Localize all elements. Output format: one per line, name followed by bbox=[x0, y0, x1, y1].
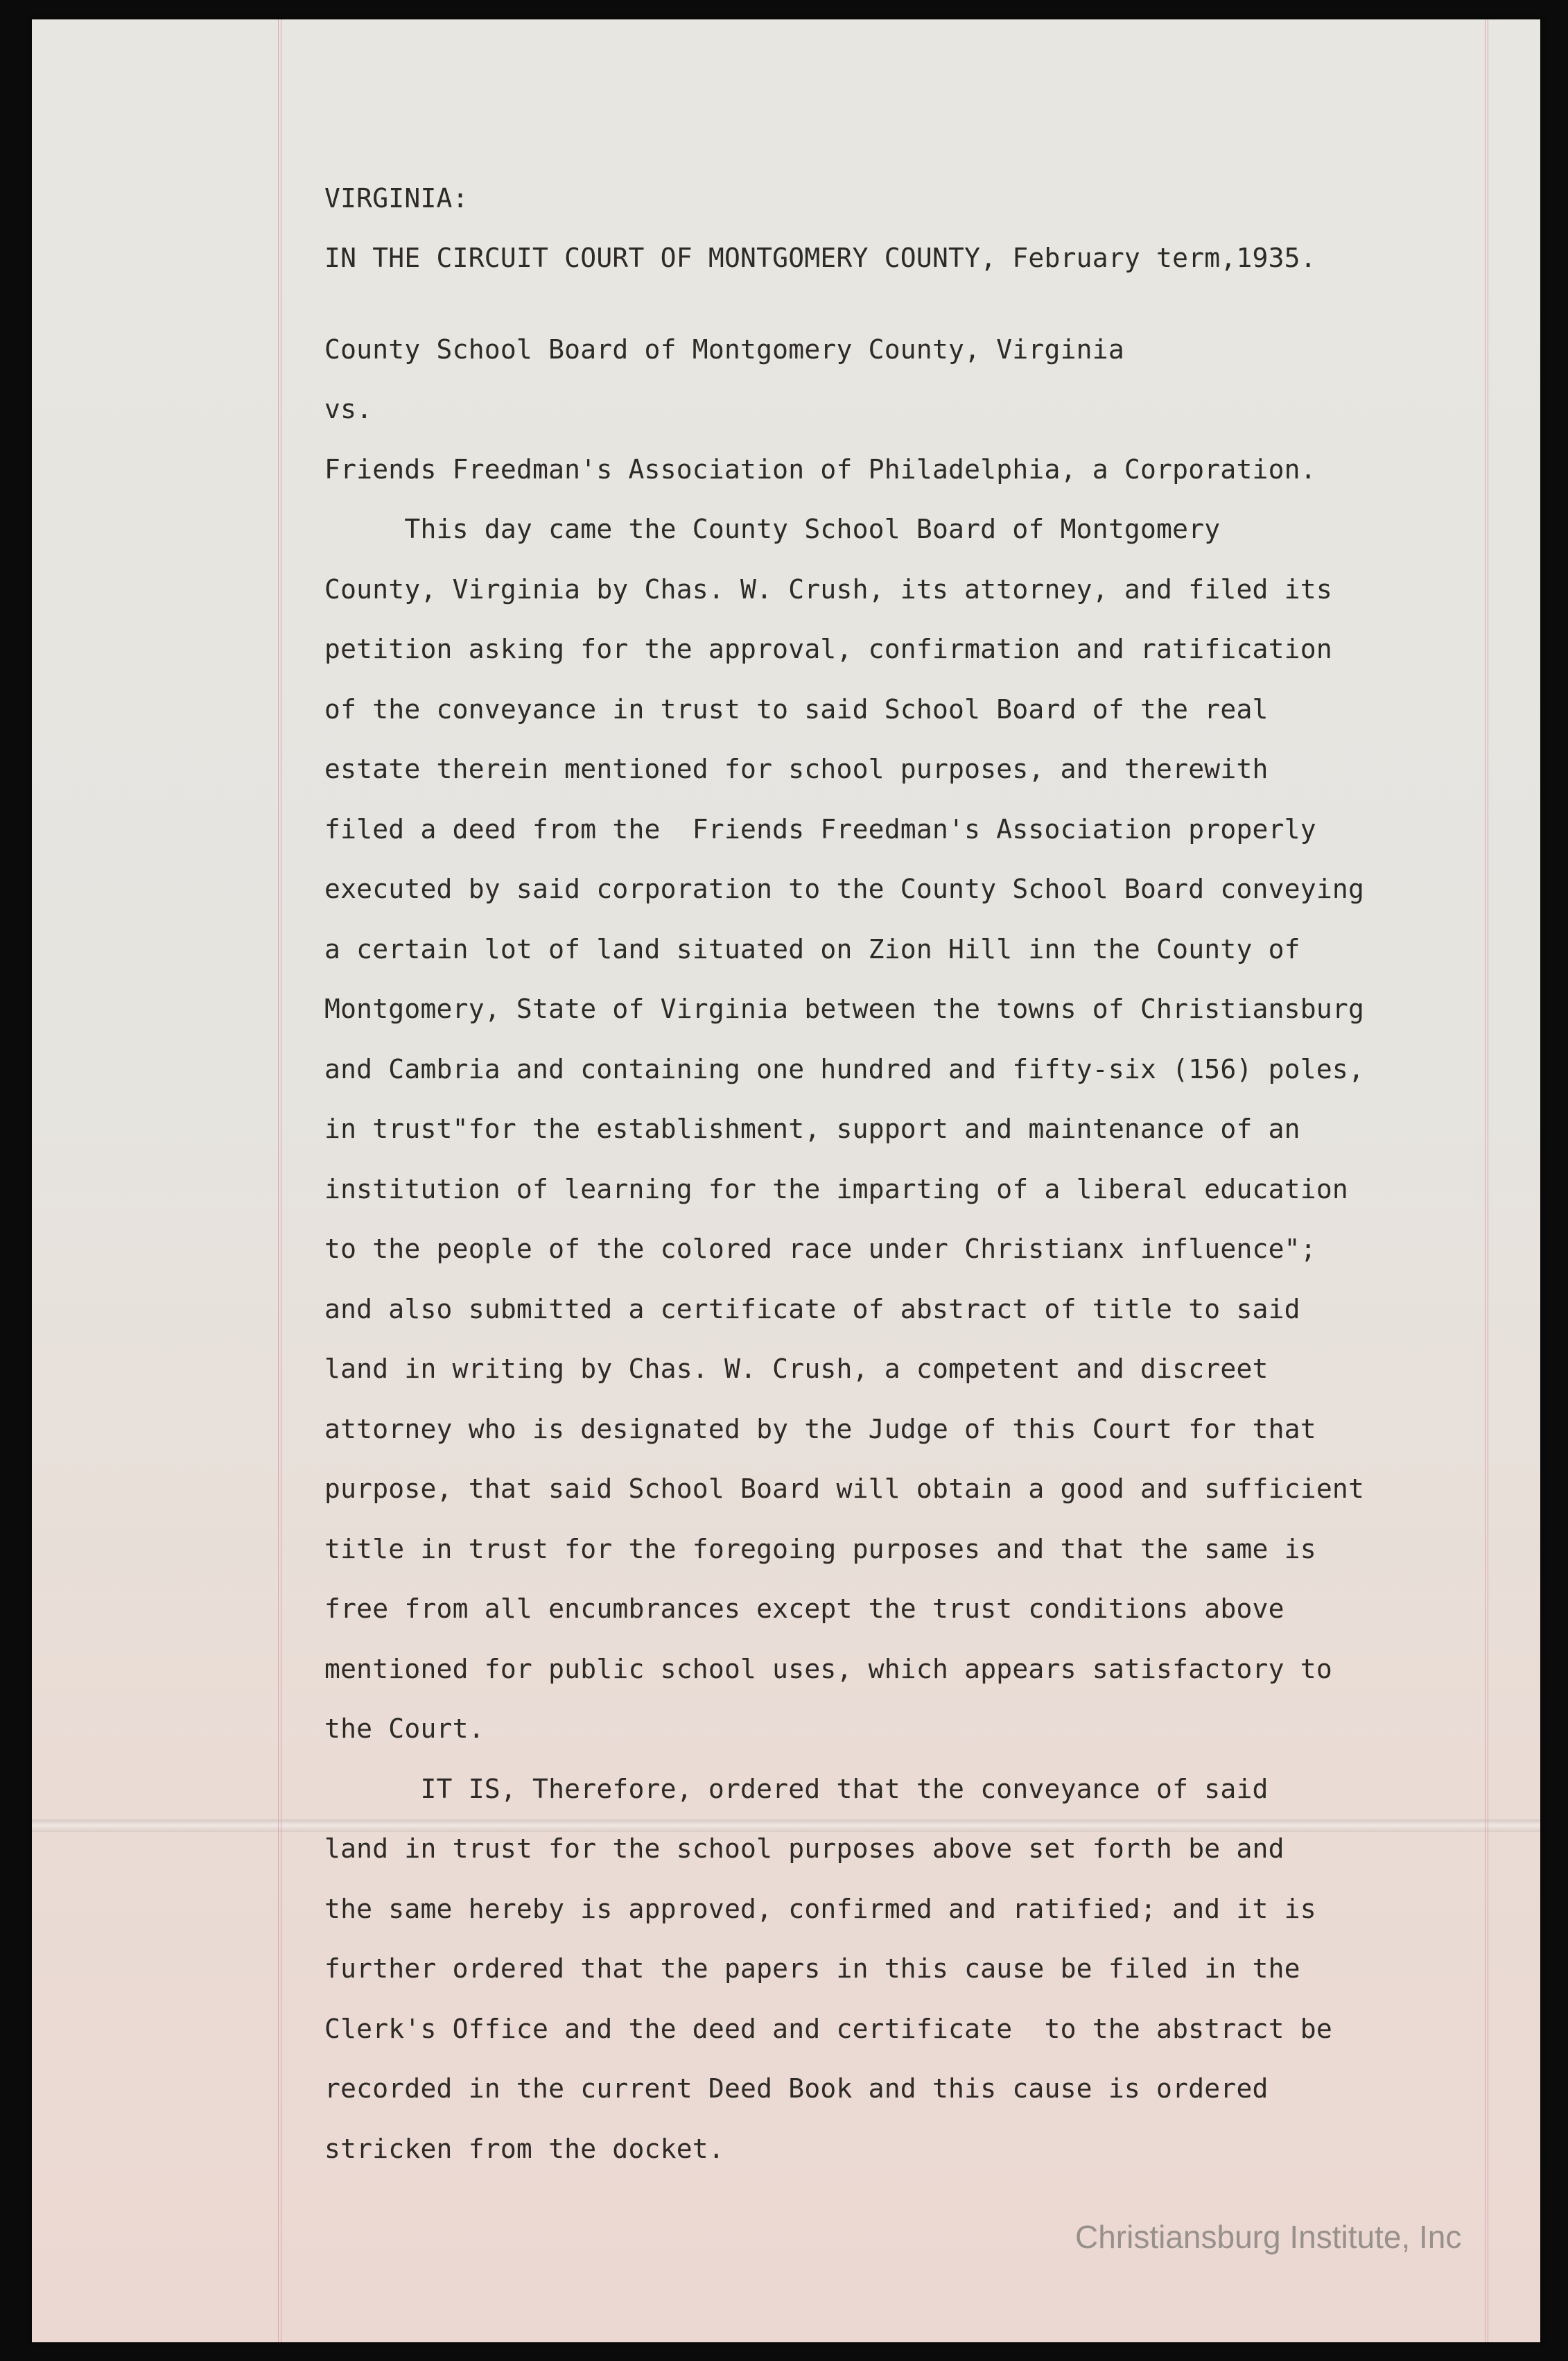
body-line: attorney who is designated by the Judge of this Court for that bbox=[324, 1414, 1316, 1444]
body-line: in trust"for the establishment, support and maintenance of an bbox=[324, 1114, 1300, 1144]
body-line: further ordered that the papers in this cause be filed in the bbox=[324, 1953, 1300, 1984]
defendant-line: Friends Freedman's Association of Philadelphia, a Corporation. bbox=[324, 454, 1316, 485]
left-margin-rule bbox=[278, 19, 281, 2342]
body-line: land in trust for the school purposes above set forth be and bbox=[324, 1833, 1284, 1864]
versus-line: vs. bbox=[324, 394, 373, 424]
body-line: the Court. bbox=[324, 1713, 485, 1744]
body-line: a certain lot of land situated on Zion Hill inn the County of bbox=[324, 934, 1300, 965]
body-line: estate therein mentioned for school purposes, and therewith bbox=[324, 754, 1269, 784]
body-line: mentioned for public school uses, which appears satisfactory to bbox=[324, 1654, 1332, 1684]
body-line: the same hereby is approved, confirmed and ratified; and it is bbox=[324, 1894, 1316, 1924]
paper-fold bbox=[32, 1819, 1540, 1832]
plaintiff-line: County School Board of Montgomery County, Virginia bbox=[324, 334, 1124, 365]
watermark: Christiansburg Institute, Inc bbox=[1075, 2219, 1462, 2255]
body-line: institution of learning for the imparting of a liberal education bbox=[324, 1174, 1348, 1204]
body-line: purpose, that said School Board will obtain a good and sufficient bbox=[324, 1473, 1365, 1504]
body-line: free from all encumbrances except the trust conditions above bbox=[324, 1593, 1284, 1624]
body-line: and Cambria and containing one hundred and fifty-six (156) poles, bbox=[324, 1054, 1365, 1084]
body-line: land in writing by Chas. W. Crush, a competent and discreet bbox=[324, 1354, 1269, 1384]
body-line: title in trust for the foregoing purposes and that the same is bbox=[324, 1534, 1316, 1564]
header-state: VIRGINIA: bbox=[324, 183, 469, 214]
body-line: and also submitted a certificate of abstract of title to said bbox=[324, 1294, 1300, 1324]
body-line: of the conveyance in trust to said School Board of the real bbox=[324, 694, 1269, 725]
document-page bbox=[32, 19, 1540, 2342]
body-line: petition asking for the approval, confirmation and ratification bbox=[324, 634, 1332, 664]
body-line: This day came the County School Board of Montgomery bbox=[324, 514, 1221, 544]
body-line: filed a deed from the Friends Freedman's Association properly bbox=[324, 814, 1316, 845]
body-line: Clerk's Office and the deed and certificate to the abstract be bbox=[324, 2014, 1332, 2044]
body-line: IT IS, Therefore, ordered that the conveyance of said bbox=[324, 1774, 1269, 1804]
header-court: IN THE CIRCUIT COURT OF MONTGOMERY COUNTY, February term,1935. bbox=[324, 243, 1316, 273]
body-line: recorded in the current Deed Book and this cause is ordered bbox=[324, 2073, 1269, 2104]
body-line: executed by said corporation to the County School Board conveying bbox=[324, 874, 1365, 904]
body-line: to the people of the colored race under Christianx influence"; bbox=[324, 1234, 1316, 1264]
body-line: stricken from the docket. bbox=[324, 2134, 724, 2164]
body-line: County, Virginia by Chas. W. Crush, its attorney, and filed its bbox=[324, 574, 1332, 605]
body-line: Montgomery, State of Virginia between the towns of Christiansburg bbox=[324, 994, 1365, 1024]
